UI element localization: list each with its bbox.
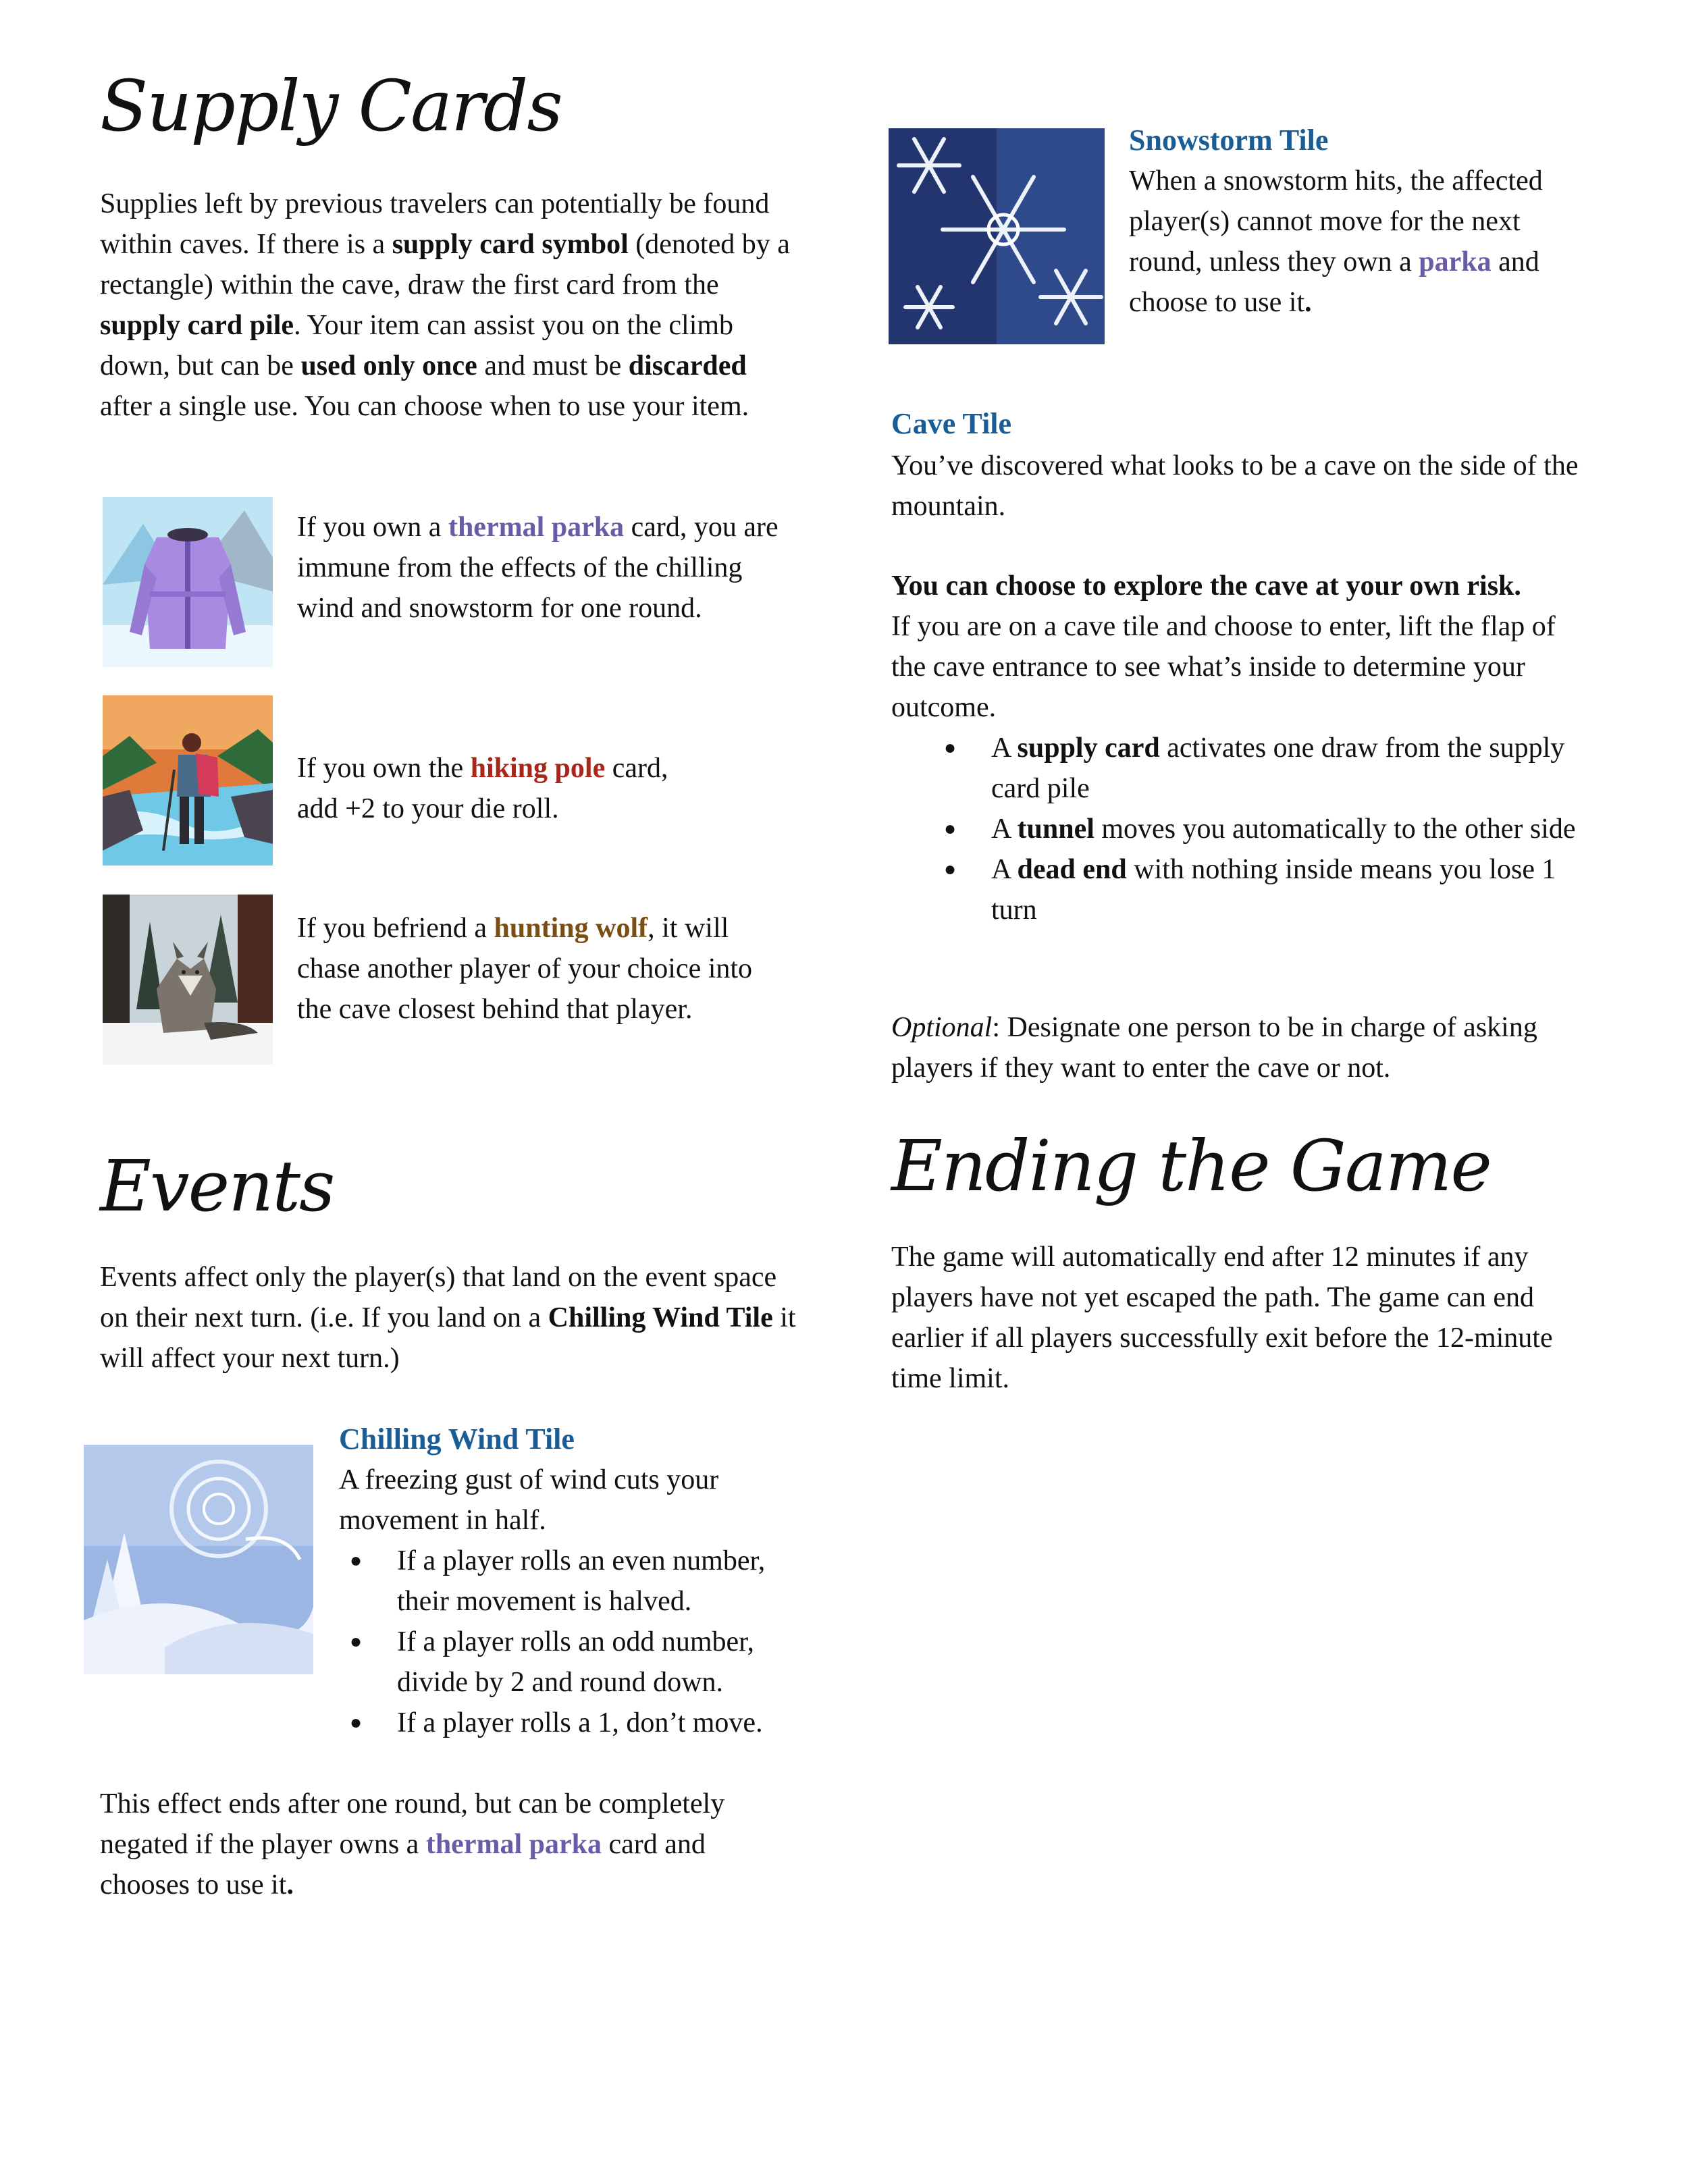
events-intro: Events affect only the player(s) that land on the event space on their next turn. (i.e. If you land on a Chilling Wind Tile it will affect your next turn.)	[100, 1262, 796, 1374]
chilling-wind-desc: A freezing gust of wind cuts your movement in half.	[339, 1464, 719, 1536]
hiking-pole-keyword: hiking pole	[470, 753, 606, 784]
cave-optional-note: Optional: Designate one person to be in charge of asking players if they want to enter the cave or not.	[891, 1012, 1537, 1084]
cave-tile-enter: If you are on a cave tile and choose to enter, lift the flap of the cave entrance to see what’s inside to determine your outcome.	[891, 611, 1556, 723]
chilling-wind-outro: This effect ends after one round, but can be completely negated if the player owns a thermal parka card and chooses to use it.	[100, 1788, 725, 1900]
hunting-wolf-keyword: hunting wolf	[494, 913, 648, 944]
thermal-parka-keyword: thermal parka	[425, 1829, 602, 1860]
supply-cards-title: Supply Cards	[100, 65, 562, 147]
hunting-wolf-image	[103, 895, 273, 1065]
snowstorm-text: When a snowstorm hits, the affected player(s) cannot move for the next round, unless they own a parka and choose to use it.	[1129, 165, 1543, 318]
chilling-wind-heading: Chilling Wind Tile	[339, 1422, 575, 1456]
cave-tile-risk: You can choose to explore the cave at your own risk.	[891, 570, 1521, 602]
thermal-parka-text: If you own a thermal parka card, you are immune from the effects of the chilling wind and snowstorm for one round.	[297, 512, 779, 624]
ending-title: Ending the Game	[891, 1125, 1491, 1207]
hunting-wolf-text: If you befriend a hunting wolf, it will chase another player of your choice into the cave closest behind that player.	[297, 913, 753, 1025]
ending-text: The game will automatically end after 12 minutes if any players have not yet escaped the path. The game can end earlier if all players successfully exit before the 12-minute time limit.	[891, 1242, 1553, 1394]
cave-tile-heading: Cave Tile	[891, 407, 1012, 440]
events-title: Events	[100, 1145, 334, 1227]
chilling-wind-image	[84, 1445, 313, 1674]
cave-outcomes-list	[944, 728, 1585, 930]
list-item: ● A tunnel moves you automatically to the other side	[944, 814, 1576, 845]
list-item: ● If a player rolls an odd number, divide by 2 and round down.	[350, 1626, 754, 1698]
chilling-wind-bullets	[350, 1541, 802, 1743]
cave-tile-intro: You’ve discovered what looks to be a cave on the side of the mountain.	[891, 450, 1579, 522]
list-item: ● A dead end with nothing inside means you lose 1 turn	[944, 854, 1556, 926]
list-item: ● If a player rolls an even number, their movement is halved.	[350, 1545, 766, 1617]
snowstorm-image	[889, 128, 1105, 344]
thermal-parka-image	[103, 497, 273, 667]
parka-keyword: parka	[1419, 246, 1492, 277]
list-item: ● A supply card activates one draw from the supply card pile	[944, 733, 1565, 804]
supply-intro: Supplies left by previous travelers can potentially be found within caves. If there is a supply card symbol (denoted by a rectangle) within the cave, draw the first card from the supply card pile. Your item can assist you on the climb down, but can be used only once and must be discarded after a single use. You can choose when to use your item.	[100, 188, 790, 422]
thermal-parka-keyword: thermal parka	[448, 512, 625, 543]
hiking-pole-text: If you own the hiking pole card, add +2 to your die roll.	[297, 753, 668, 824]
snowstorm-heading: Snowstorm Tile	[1129, 124, 1329, 157]
list-item: ● If a player rolls a 1, don’t move.	[350, 1707, 763, 1738]
hiking-pole-image	[103, 695, 273, 865]
